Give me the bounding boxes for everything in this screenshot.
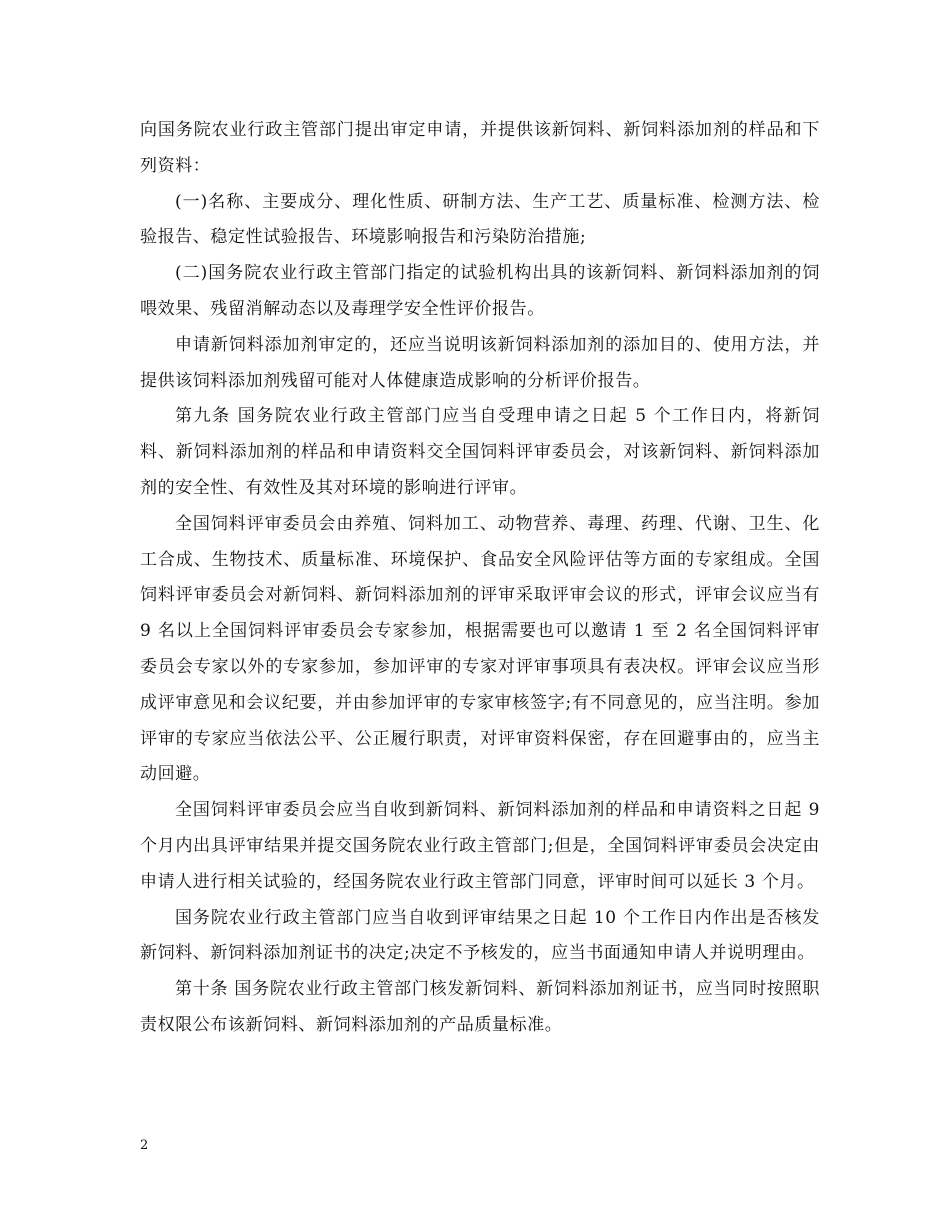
paragraph-5: 全国饲料评审委员会由养殖、饲料加工、动物营养、毒理、药理、代谢、卫生、化工合成、生物技术、质量标准、环境保护、食品安全风险评估等方面的专家组成。全国饲料评审委员会对新饲料、新饲料添加剂的评审采取评审会议的形式，评审会议应当有 9 名以上全国饲料评审委员会专家参加，根据需要也可以邀请 1 至 2 名全国饲料评审委员会专家以外的专家参加，参加评审的专家对评审事项具有表决权。评审会议应当形成评审意见和会议纪要，并由参加评审的专家审核签字;有不同意见的，应当注明。参加评审的专家应当依法公平、公正履行职责，对评审资料保密，存在回避事由的，应当主动回避。 (140, 513, 820, 785)
document-body (140, 113, 820, 1044)
paragraph-2: (二)国务院农业行政主管部门指定的试验机构出具的该新饲料、新饲料添加剂的饲喂效果、残留消解动态以及毒理学安全性评价报告。 (140, 263, 820, 319)
paragraph-0: 向国务院农业行政主管部门提出审定申请，并提供该新饲料、新饲料添加剂的样品和下列资料： (140, 120, 820, 176)
paragraph-6: 全国饲料评审委员会应当自收到新饲料、新饲料添加剂的样品和申请资料之日起 9 个月内出具评审结果并提交国务院农业行政主管部门;但是，全国饲料评审委员会决定由申请人进行相关试验的，经国务院农业行政主管部门同意，评审时间可以延长 3 个月。 (140, 800, 820, 892)
paragraph-4: 第九条 国务院农业行政主管部门应当自受理申请之日起 5 个工作日内，将新饲料、新饲料添加剂的样品和申请资料交全国饲料评审委员会，对该新饲料、新饲料添加剂的安全性、有效性及其对环境的影响进行评审。 (140, 406, 820, 498)
paragraph-7: 国务院农业行政主管部门应当自收到评审结果之日起 10 个工作日内作出是否核发新饲料、新饲料添加剂证书的决定;决定不予核发的，应当书面通知申请人并说明理由。 (140, 907, 820, 964)
paragraph-3: 申请新饲料添加剂审定的，还应当说明该新饲料添加剂的添加目的、使用方法，并提供该饲料添加剂残留可能对人体健康造成影响的分析评价报告。 (140, 334, 820, 391)
paragraph-8: 第十条 国务院农业行政主管部门核发新饲料、新饲料添加剂证书，应当同时按照职责权限公布该新饲料、新饲料添加剂的产品质量标准。 (140, 979, 820, 1035)
page-number: 2 (140, 1138, 149, 1153)
paragraph-1: (一)名称、主要成分、理化性质、研制方法、生产工艺、质量标准、检测方法、检验报告、稳定性试验报告、环境影响报告和污染防治措施; (140, 191, 820, 248)
